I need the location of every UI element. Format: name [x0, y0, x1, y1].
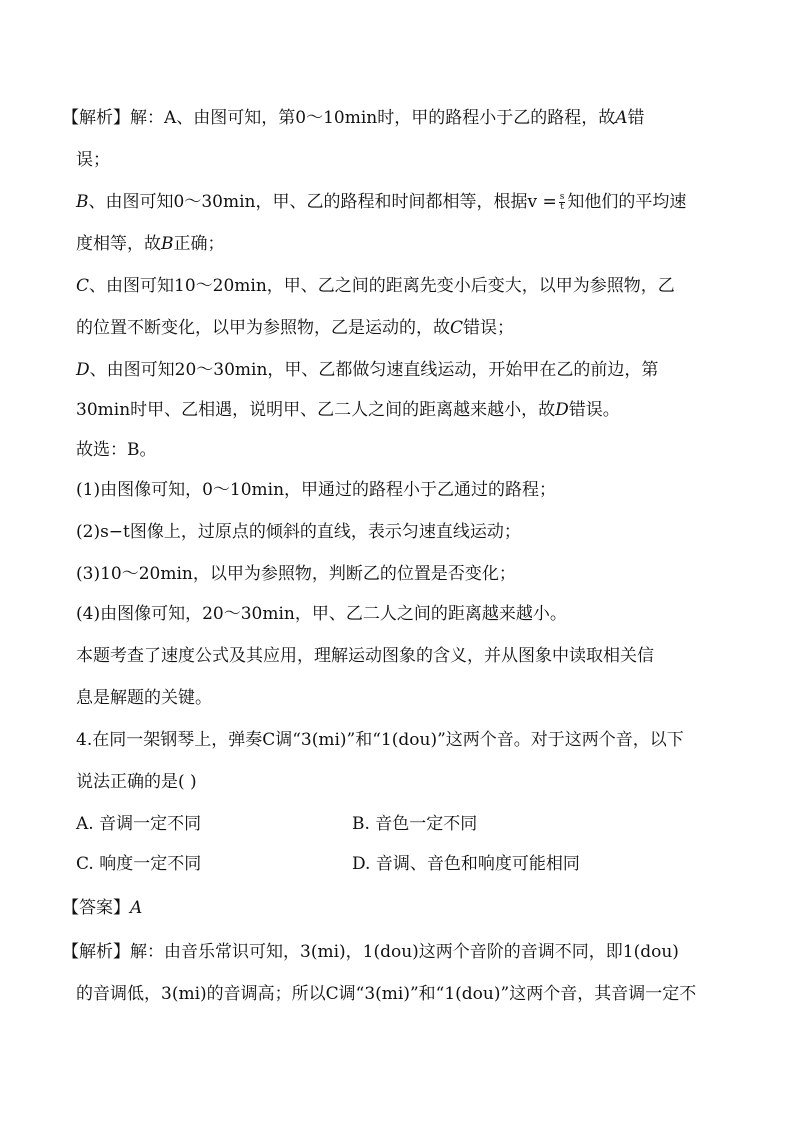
text-segment: (2)s−t图像上，过原点的倾斜的直线，表示匀速直线运动； — [76, 522, 521, 542]
option-b: B. 音色一定不同 — [352, 814, 478, 834]
analysis-line-6 — [76, 316, 514, 340]
summary-line-2 — [76, 686, 212, 710]
text-segment: 30min时甲、乙相遇，说明甲、乙二人之间的距离越来越小，故 — [76, 400, 556, 420]
option-letter: C — [76, 276, 90, 296]
summary-line-1 — [76, 644, 654, 668]
option-letter: C — [450, 318, 464, 338]
text-segment: 的音调低，3(mi)的音调高；所以C调“3(mi)”和“1(dou)”这两个音，其音调一定不 — [76, 984, 697, 1004]
text-segment: 错误。 — [568, 400, 620, 420]
answer-choice-line — [76, 438, 157, 462]
text-segment: (3)10～20min，以甲为参照物，判断乙的位置是否变化； — [76, 564, 516, 584]
analysis-line-2 — [76, 148, 110, 172]
option-d: D. 音调、音色和响度可能相同 — [352, 854, 580, 874]
option-letter: A — [615, 108, 628, 128]
option-letter: D — [76, 360, 90, 380]
text-segment: 息是解题的关键。 — [76, 688, 212, 708]
text-segment: 说法正确的是( ) — [76, 772, 197, 792]
analysis-line-3 — [76, 190, 686, 214]
text-segment: 【答案】 — [62, 898, 130, 918]
question-4-line-1 — [76, 728, 684, 752]
option-a: A. 音调一定不同 — [76, 814, 202, 834]
analysis-line-4 — [76, 232, 225, 256]
fraction-numerator: s — [559, 192, 565, 202]
analysis-2-line-2 — [76, 982, 696, 1006]
text-segment: (1)由图像可知，0～10min，甲通过的路程小于乙通过的路程； — [76, 480, 557, 500]
text-segment: 、由图可知10～20min，甲、乙之间的距离先变小后变大，以甲为参照物，乙 — [89, 276, 675, 296]
analysis-line-8 — [76, 398, 620, 422]
option-c: C. 响度一定不同 — [76, 854, 202, 874]
analysis-line-5 — [76, 274, 675, 298]
option-letter: A — [130, 898, 143, 918]
text-segment: 的位置不断变化，以甲为参照物，乙是运动的，故 — [76, 318, 450, 338]
answer-line — [62, 896, 142, 920]
option-letter: B — [76, 192, 89, 212]
text-segment: 4.在同一架钢琴上，弹奏C调“3(mi)”和“1(dou)”这两个音。对于这两个音，以下 — [76, 730, 684, 750]
text-segment: 【解析】解：A、由图可知，第0～10min时，甲的路程小于乙的路程，故 — [62, 108, 616, 128]
text-segment: 知他们的平均速 — [567, 192, 687, 212]
question-4-line-2 — [76, 770, 197, 794]
text-segment: 错误； — [463, 318, 515, 338]
option-letter: D — [555, 400, 569, 420]
text-segment: 误； — [76, 150, 110, 170]
velocity-fraction — [559, 193, 566, 212]
text-segment: 故选：B。 — [76, 440, 157, 460]
analysis-line-1 — [62, 106, 645, 130]
text-segment: 错 — [627, 108, 645, 128]
text-segment: (4)由图像可知，20～30min，甲、乙二人之间的距离越来越小。 — [76, 604, 567, 624]
text-segment: 、由图可知20～30min，甲、乙都做匀速直线运动，开始甲在乙的前边，第 — [89, 360, 659, 380]
analysis-2-line-1 — [62, 940, 679, 964]
text-segment: 本题考查了速度公式及其应用，理解运动图象的含义，并从图象中读取相关信 — [76, 646, 654, 666]
option-letter: B — [161, 234, 174, 254]
text-segment: 度相等，故 — [76, 234, 161, 254]
text-segment: 、由图可知0～30min，甲、乙的路程和时间都相等，根据v = — [88, 192, 557, 212]
text-segment: 【解析】解：由音乐常识可知，3(mi)，1(dou)这两个音阶的音调不同，即1(dou) — [62, 942, 679, 962]
note-line-2 — [76, 520, 521, 544]
note-line-3 — [76, 562, 516, 586]
note-line-4 — [76, 602, 567, 626]
analysis-line-7 — [76, 358, 658, 382]
note-line-1 — [76, 478, 556, 502]
text-segment: 正确； — [173, 234, 225, 254]
fraction-denominator: t — [560, 202, 564, 212]
